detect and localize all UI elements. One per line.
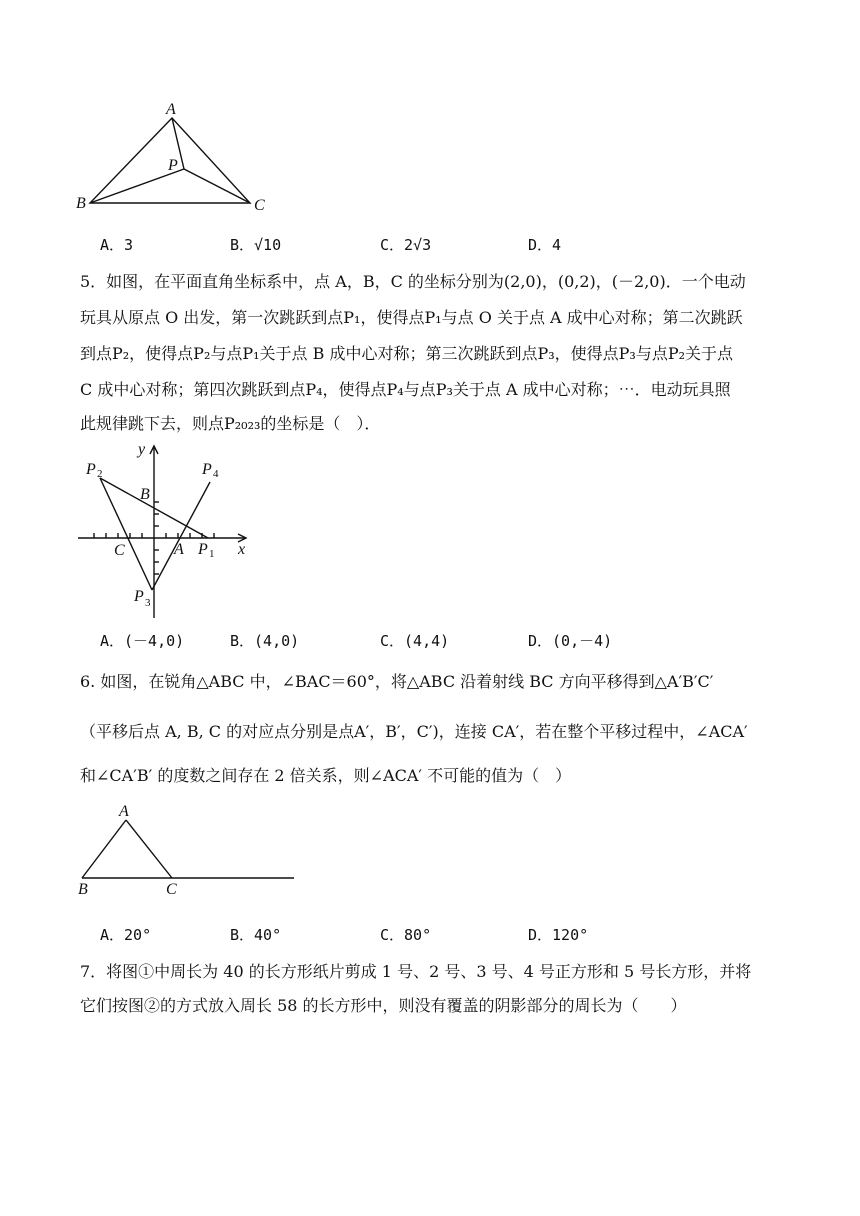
q5-label-p3: P [134,588,144,605]
q4-option-c[interactable]: C．2√3 [380,236,432,254]
q6-option-a[interactable]: A．20° [100,926,152,944]
q4-option-d[interactable]: D．4 [528,236,562,254]
q5-label-p1-sub: 1 [209,548,215,560]
q5-text-line-2: 玩具从原点 O 出发，第一次跳跃到点P₁，使得点P₁与点 O 关于点 A 成中心对称；第二次跳跃 [80,308,743,327]
q6-text-line-2: （平移后点 A, B, C 的对应点分别是点A′，B′，C′)，连接 CA′，若在整个平移过程中，∠ACA′ [80,722,748,741]
q5-label-a: A [174,541,184,558]
q5-label-p3-sub: 3 [145,597,151,609]
q5-label-y: y [138,441,146,458]
q7-text-line-2: 它们按图②的方式放入周长 58 的长方形中，则没有覆盖的阴影部分的周长为（ ） [80,996,687,1015]
q5-text-line-1: 5．如图，在平面直角坐标系中，点 A，B，C 的坐标分别为(2,0)，(0,2)，(－2,0)．一个电动 [80,272,746,291]
q4-option-b[interactable]: B．√10 [230,236,282,254]
q6-triangle-figure [72,800,302,900]
q7-text-line-1: 7．将图①中周长为 40 的长方形纸片剪成 1 号、2 号、3 号、4 号正方形和 5 号长方形，并将 [80,962,752,981]
q5-label-c: C [114,542,125,559]
q5-label-p2-sub: 2 [97,468,103,480]
q5-label-p2: P [86,461,96,478]
q5-text-line-4: C 成中心对称；第四次跳跃到点P₄，使得点P₄与点P₃关于点 A 成中心对称；⋯．电动玩具照 [80,380,731,399]
q6-option-c[interactable]: C．80° [380,926,432,944]
q4-label-c: C [254,197,265,214]
q6-label-a: A [119,803,129,820]
q6-text-line-3: 和∠CA′B′ 的度数之间存在 2 倍关系，则∠ACA′ 不可能的值为（ ） [80,766,572,785]
q4-triangle-figure [70,100,280,220]
q4-label-b: B [76,195,86,212]
q4-option-a[interactable]: A．3 [100,236,134,254]
q6-segment-ac [126,820,172,878]
q5-coordinate-figure [74,440,264,620]
q5-text-line-5: 此规律跳下去，则点P₂₀₂₃的坐标是（ ）． [80,414,381,433]
q4-segment-bp [90,169,184,203]
q5-label-p4-sub: 4 [213,468,219,480]
q5-option-d[interactable]: D．(0,－4) [528,632,613,650]
q5-label-b: B [140,486,150,503]
q6-option-b[interactable]: B．40° [230,926,282,944]
q4-label-a: A [166,101,176,118]
q6-label-b: B [78,881,88,898]
q6-text-line-1: 6. 如图，在锐角△ABC 中，∠BAC＝60°，将△ABC 沿着射线 BC 方向平移得到△A′B′C′ [80,672,714,691]
q5-label-p4: P [202,461,212,478]
q6-option-d[interactable]: D．120° [528,926,589,944]
q6-segment-ab [82,820,126,878]
q5-label-x: x [238,541,246,558]
q6-label-c: C [166,881,177,898]
q5-option-c[interactable]: C．(4,4) [380,632,450,650]
q5-text-line-3: 到点P₂，使得点P₂与点P₁关于点 B 成中心对称；第三次跳跃到点P₃，使得点P₃与点P₂关于点 [80,344,734,363]
q4-segment-cp [184,169,250,203]
q4-label-p: P [168,157,178,174]
q5-label-p1: P [198,541,208,558]
q5-option-a[interactable]: A．(－4,0) [100,632,185,650]
q5-option-b[interactable]: B．(4,0) [230,632,300,650]
